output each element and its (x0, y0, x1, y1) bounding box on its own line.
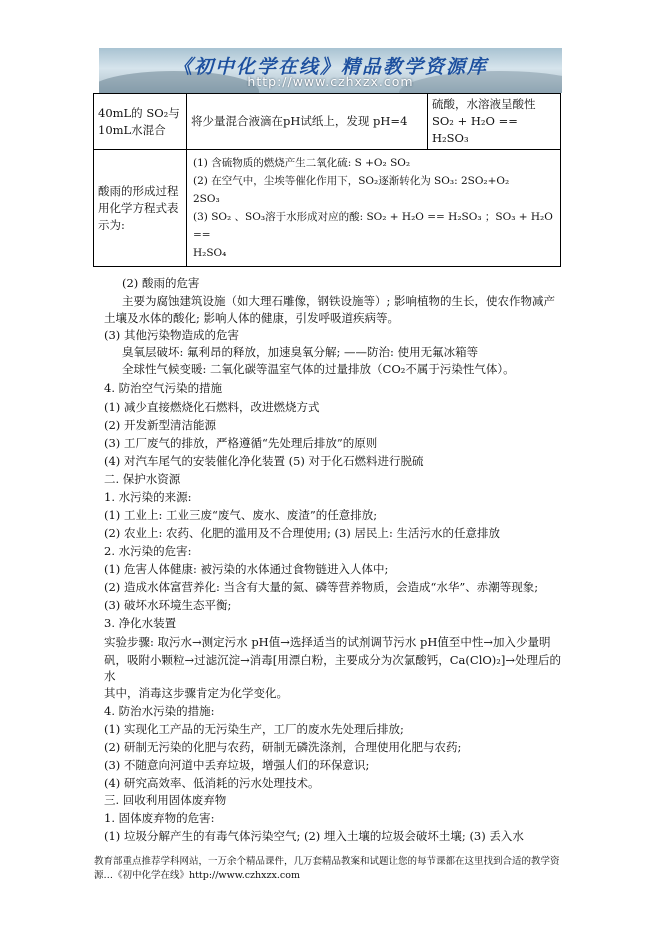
text-line: (3) 不随意向河道中丢弃垃圾，增强人们的环保意识; (104, 758, 370, 772)
text-line: 2. 水污染的危害: (104, 544, 192, 558)
text-line: (2) 开发新型清洁能源 (104, 418, 216, 432)
info-table (93, 93, 561, 267)
text-line: (2) 造成水体富营养化: 当含有大量的氮、磷等营养物质，会造成“水华”、赤潮等现象; (104, 580, 539, 594)
cell-line: H₂SO₄ (193, 247, 227, 259)
text-line: (1) 工业上: 工业三废“废气、废水、废渣”的任意排放; (104, 508, 378, 522)
text-line: (4) 研究高效率、低消耗的污水处理技术。 (104, 776, 320, 790)
text-line: 1. 水污染的来源: (104, 490, 192, 504)
text-line: (3) 工厂废气的排放，严格遵循“先处理后排放”的原则 (104, 436, 378, 450)
text-line: (3) 其他污染物造成的危害 (104, 328, 239, 342)
table-cell: 40mL的 SO₂与 10mL水混合 (94, 94, 187, 150)
section-heading: 4. 防治空气污染的措施 (104, 381, 223, 395)
text-line: 其中，消毒这步骤肯定为化学变化。 (104, 686, 288, 700)
text-line: (2) 农业上: 农药、化肥的滥用及不合理使用; (3) 居民上: 生活污水的任意排放 (104, 526, 500, 540)
text-line: 矾，吸附小颗粒→过滤沉淀→消毒[用漂白粉，主要成分为次氯酸钙，Ca(ClO)₂]→处理后的 (104, 653, 562, 667)
table-row (94, 94, 561, 150)
cell-line: (3) SO₂ 、SO₃溶于水形成对应的酸: SO₂ + H₂O == H₂SO₃ ；SO₃ + H₂O == (193, 211, 553, 241)
text-line: (1) 实现化工产品的无污染生产，工厂的废水先处理后排放; (104, 722, 404, 736)
header-banner (99, 48, 562, 93)
text-line: 主要为腐蚀建筑设施（如大理石雕像，钢铁设施等）; 影响植物的生长，使农作物减产 (122, 294, 556, 308)
text-line: (3) 破坏水环境生态平衡; (104, 598, 232, 612)
text-line: 水 (104, 669, 116, 683)
text-line: (2) 研制无污染的化肥与农药，研制无磷洗涤剂，合理使用化肥与农药; (104, 740, 462, 754)
table-cell: 将少量混合液滴在pH试纸上，发现 pH=4 (187, 94, 428, 150)
section-heading: 二. 保护水资源 (104, 472, 181, 486)
banner-url[interactable]: http://www.czhxzx.com (247, 74, 414, 89)
cell-line: 2SO₃ (193, 193, 220, 205)
page-footer: 教育部重点推荐学科网站，一万余个精品课件，几万套精品教案和试题让您的每节课都在这里找到合适的教学资源…《初中化学在线》http://www.czhxzx.com (94, 856, 560, 881)
text-line: 全球性气候变暖: 二氧化碳等温室气体的过量排放（CO₂不属于污染性气体）。 (122, 362, 515, 376)
text-line: 1. 固体废弃物的危害: (104, 811, 215, 825)
table-row (94, 150, 561, 267)
text-line: 实验步骤: 取污水→测定污水 pH值→选择适当的试剂调节污水 pH值至中性→加入少量明 (104, 635, 551, 649)
cell-line: 硫酸，水溶液呈酸性 (432, 97, 536, 111)
table-cell: 酸雨的形成过程用化学方程式表示为: (94, 150, 187, 267)
text-line: (4) 对汽车尾气的安装催化净化装置 (5) 对于化石燃料进行脱硫 (104, 454, 424, 468)
section-heading: 4. 防治水污染的措施: (104, 704, 215, 718)
text-line: (2) 酸雨的危害 (122, 276, 200, 290)
text-line: (1) 减少直接燃烧化石燃料，改进燃烧方式 (104, 400, 320, 414)
text-line: 土壤及水体的酸化; 影响人体的健康，引发呼吸道疾病等。 (104, 311, 400, 325)
text-line: (1) 危害人体健康: 被污染的水体通过食物链进入人体中; (104, 562, 389, 576)
text-line: 3. 净化水装置 (104, 616, 177, 630)
text-line: 臭氧层破坏: 氟利昂的释放，加速臭氧分解; ——防治: 使用无氟冰箱等 (122, 345, 479, 359)
section-heading: 三. 回收利用固体废弃物 (104, 793, 227, 807)
table-cell (428, 94, 561, 150)
text-line: (1) 垃圾分解产生的有毒气体污染空气; (2) 埋入土壤的垃圾会破坏土壤; (3) 丢入水 (104, 829, 524, 843)
cell-line: (2) 在空气中，尘埃等催化作用下，SO₂逐渐转化为 SO₃: 2SO₂+O₂ (193, 175, 510, 187)
cell-line: SO₂ + H₂O == H₂SO₃ (432, 114, 518, 145)
table-cell (187, 150, 561, 267)
cell-line: (1) 含硫物质的燃烧产生二氧化硫: S +O₂ SO₂ (193, 157, 411, 169)
banner-title: 《初中化学在线》精品教学资源库 (172, 56, 488, 78)
